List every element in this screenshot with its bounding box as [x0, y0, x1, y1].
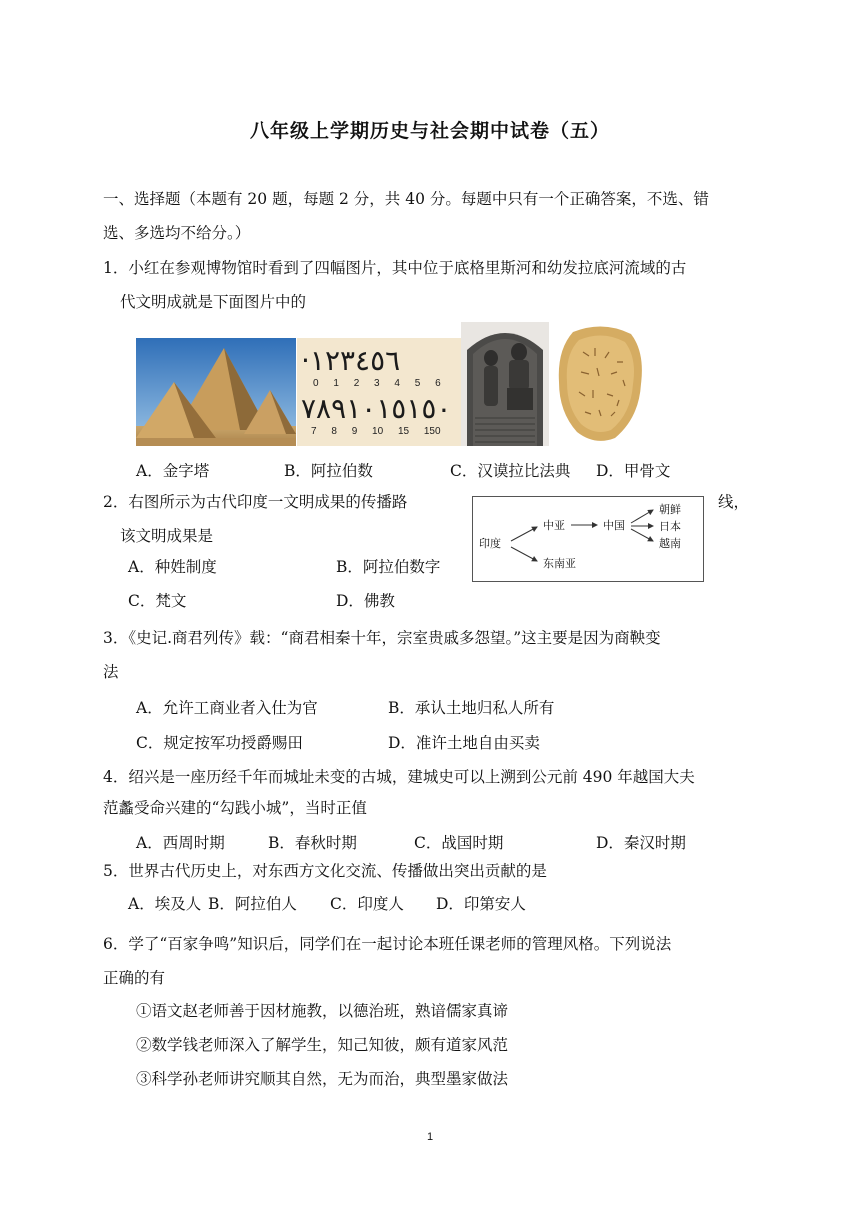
page-title: 八年级上学期历史与社会期中试卷（五）: [249, 120, 610, 142]
q4-option-d: D．秦汉时期: [596, 834, 686, 852]
q2-stem-line1-end: 线，: [718, 493, 750, 511]
diagram-china: 中国: [603, 519, 625, 532]
q4-stem-line2: 范蠡受命兴建的“勾践小城”，当时正值: [103, 799, 367, 817]
numerals-top-row: ·١٢٣٤٥٦: [301, 344, 401, 377]
diagram-japan: 日本: [659, 520, 681, 533]
q6-stem-line2: 正确的有: [103, 969, 166, 987]
q5-option-a: A．埃及人: [128, 895, 202, 913]
q6-statement-1: ①语文赵老师善于因材施教，以德治班，熟谙儒家真谛: [136, 1002, 509, 1020]
numerals-bottom-labels: 7 8 9 10 15 150: [311, 426, 441, 437]
q6-statement-2: ②数学钱老师深入了解学生，知己知彼，颇有道家风范: [136, 1036, 509, 1054]
q1-stem-line1: 1．小红在参观博物馆时看到了四幅图片，其中位于底格里斯河和幼发拉底河流域的古: [103, 259, 687, 277]
q5-option-b: B．阿拉伯人: [208, 895, 297, 913]
q5-option-d: D．印第安人: [436, 895, 526, 913]
q1-option-b: B．阿拉伯数: [284, 462, 373, 480]
arabic-numerals-image: [297, 338, 461, 446]
q6-stem-line1: 6．学了“百家争鸣”知识后，同学们在一起讨论本班任课老师的管理风格。下列说法: [103, 935, 672, 953]
q1-option-c: C．汉谟拉比法典: [450, 462, 571, 480]
q4-option-c: C．战国时期: [414, 834, 504, 852]
q1-stem-line2: 代文明成就是下面图片中的: [120, 293, 307, 311]
oracle-bone-image: [553, 322, 648, 446]
q3-option-d: D．准许土地自由买卖: [388, 734, 540, 752]
q4-option-a: A．西周时期: [136, 834, 225, 852]
q3-option-c: C．规定按军功授爵赐田: [136, 734, 303, 752]
q2-stem-line1: 2．右图所示为古代印度一文明成果的传播路: [103, 493, 408, 511]
q2-stem-line2: 该文明成果是: [120, 527, 214, 545]
hammurabi-stele-image: [461, 322, 549, 446]
spread-route-diagram: [472, 496, 704, 582]
diagram-origin: 印度: [479, 537, 501, 550]
diagram-vietnam: 越南: [659, 537, 681, 550]
q5-stem: 5．世界古代历史上，对东西方文化交流、传播做出突出贡献的是: [103, 862, 547, 880]
q2-option-c: C．梵文: [128, 592, 187, 610]
q2-option-b: B．阿拉伯数字: [336, 558, 441, 576]
q2-option-d: D．佛教: [336, 592, 395, 610]
q1-option-d: D．甲骨文: [596, 462, 671, 480]
numerals-bottom-row: ٧٨٩١٠١٥١٥٠: [301, 392, 452, 425]
diagram-korea: 朝鲜: [659, 503, 681, 516]
q6-statement-3: ③科学孙老师讲究顺其自然，无为而治，典型墨家做法: [136, 1070, 509, 1088]
page-number: 1: [426, 1131, 434, 1143]
section-header-line1: 一、选择题（本题有 20 题，每题 2 分，共 40 分。每题中只有一个正确答案，不选、错: [103, 190, 709, 208]
numerals-top-labels: 0 1 2 3 4 5 6: [313, 378, 441, 389]
q5-option-c: C．印度人: [330, 895, 404, 913]
q4-stem-line1: 4．绍兴是一座历经千年而城址未变的古城，建城史可以上溯到公元前 490 年越国大夫: [103, 768, 695, 786]
q3-stem-line1: 3．《史记.商君列传》载：“商君相秦十年，宗室贵戚多怨望。”这主要是因为商鞅变: [103, 629, 661, 647]
q3-option-b: B．承认土地归私人所有: [388, 699, 555, 717]
q3-option-a: A．允许工商业者入仕为官: [136, 699, 318, 717]
q2-option-a: A．种姓制度: [128, 558, 217, 576]
q3-stem-line2: 法: [103, 663, 119, 681]
q1-option-a: A．金字塔: [136, 462, 210, 480]
diagram-southeast-asia: 东南亚: [543, 557, 576, 570]
section-header-line2: 选、多选均不给分。）: [103, 224, 251, 242]
pyramids-image: [136, 338, 296, 446]
diagram-central-asia: 中亚: [543, 519, 565, 532]
q4-option-b: B．春秋时期: [268, 834, 357, 852]
